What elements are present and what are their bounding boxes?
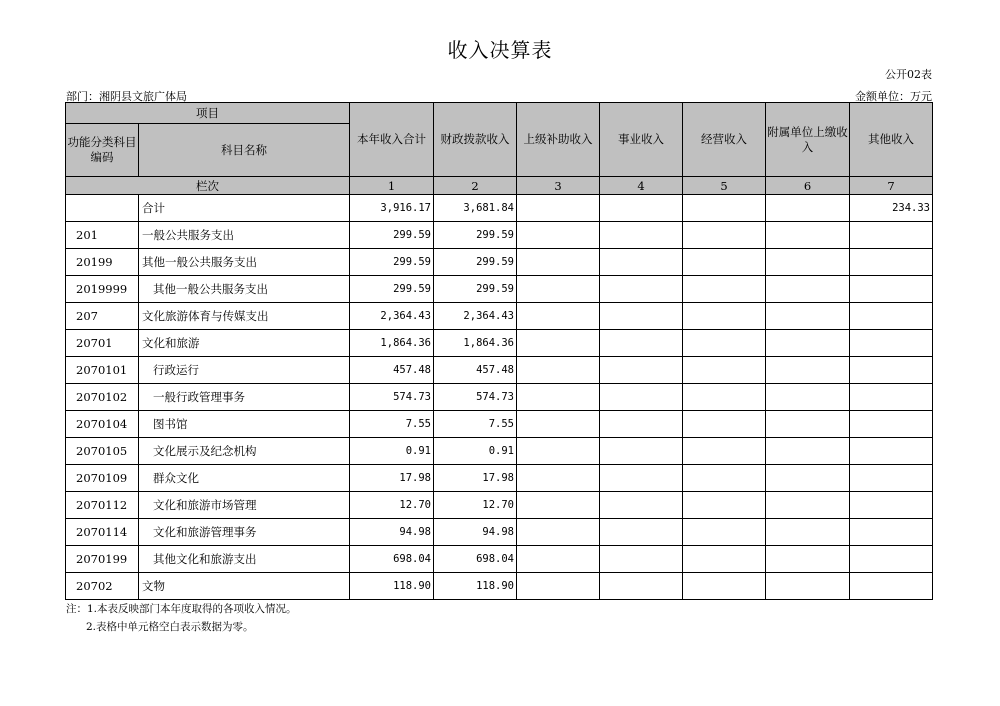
cell-operating xyxy=(683,492,766,519)
cell-affiliate xyxy=(766,330,850,357)
cell-total: 1,864.36 xyxy=(350,330,434,357)
cell-total: 17.98 xyxy=(350,465,434,492)
cell-operating xyxy=(683,357,766,384)
cell-total: 7.55 xyxy=(350,411,434,438)
cell-superior xyxy=(517,519,600,546)
cell-subject-name: 文化旅游体育与传媒支出 xyxy=(139,303,350,330)
cell-business xyxy=(600,492,683,519)
cell-operating xyxy=(683,276,766,303)
cell-business xyxy=(600,276,683,303)
cell-business xyxy=(600,357,683,384)
table-row xyxy=(66,222,933,249)
cell-other xyxy=(850,492,933,519)
cell-superior xyxy=(517,303,600,330)
cell-operating xyxy=(683,195,766,222)
cell-superior xyxy=(517,357,600,384)
cell-subject-name: 其他一般公共服务支出 xyxy=(139,276,350,303)
income-table xyxy=(65,102,933,600)
cell-total: 2,364.43 xyxy=(350,303,434,330)
cell-code: 20199 xyxy=(66,249,139,276)
cell-affiliate xyxy=(766,492,850,519)
cell-other xyxy=(850,465,933,492)
table-row xyxy=(66,303,933,330)
cell-superior xyxy=(517,330,600,357)
cell-business xyxy=(600,438,683,465)
cell-code: 2070109 xyxy=(66,465,139,492)
cell-fiscal: 299.59 xyxy=(434,276,517,303)
cell-other xyxy=(850,303,933,330)
cell-total: 299.59 xyxy=(350,276,434,303)
cell-other xyxy=(850,546,933,573)
cell-operating xyxy=(683,573,766,600)
cell-fiscal: 7.55 xyxy=(434,411,517,438)
cell-total: 12.70 xyxy=(350,492,434,519)
table-row xyxy=(66,384,933,411)
table-row xyxy=(66,492,933,519)
table-row xyxy=(66,546,933,573)
cell-affiliate xyxy=(766,384,850,411)
header-project: 项目 xyxy=(66,103,350,124)
cell-code: 2070104 xyxy=(66,411,139,438)
cell-fiscal: 2,364.43 xyxy=(434,303,517,330)
header-affiliate: 附属单位上缴收入 xyxy=(766,103,850,177)
cell-code: 2070101 xyxy=(66,357,139,384)
cell-affiliate xyxy=(766,411,850,438)
cell-code: 2070114 xyxy=(66,519,139,546)
cell-other xyxy=(850,330,933,357)
cell-business xyxy=(600,222,683,249)
amount-unit-label: 金额单位：万元 xyxy=(855,90,932,103)
header-subject-name: 科目名称 xyxy=(139,124,350,177)
cell-business xyxy=(600,465,683,492)
cell-operating xyxy=(683,222,766,249)
cell-subject-name: 行政运行 xyxy=(139,357,350,384)
table-row xyxy=(66,573,933,600)
cell-subject-name: 文化和旅游市场管理 xyxy=(139,492,350,519)
cell-code: 2070105 xyxy=(66,438,139,465)
cell-subject-name: 文化和旅游管理事务 xyxy=(139,519,350,546)
cell-code: 20701 xyxy=(66,330,139,357)
cell-business xyxy=(600,384,683,411)
cell-fiscal: 299.59 xyxy=(434,222,517,249)
footnote: 2.表格中单元格空白表示数据为零。 xyxy=(86,621,254,633)
cell-other: 234.33 xyxy=(850,195,933,222)
cell-affiliate xyxy=(766,573,850,600)
table-row xyxy=(66,438,933,465)
cell-total: 3,916.17 xyxy=(350,195,434,222)
cell-other xyxy=(850,276,933,303)
cell-affiliate xyxy=(766,519,850,546)
cell-affiliate xyxy=(766,195,850,222)
cell-business xyxy=(600,303,683,330)
cell-subject-name: 其他一般公共服务支出 xyxy=(139,249,350,276)
cell-superior xyxy=(517,546,600,573)
cell-code: 2070112 xyxy=(66,492,139,519)
cell-operating xyxy=(683,438,766,465)
cell-total: 94.98 xyxy=(350,519,434,546)
table-row xyxy=(66,195,933,222)
cell-operating xyxy=(683,303,766,330)
column-number: 5 xyxy=(683,177,766,195)
table-row xyxy=(66,357,933,384)
cell-affiliate xyxy=(766,546,850,573)
table-row xyxy=(66,411,933,438)
cell-superior xyxy=(517,384,600,411)
cell-total: 299.59 xyxy=(350,222,434,249)
cell-total: 299.59 xyxy=(350,249,434,276)
cell-other xyxy=(850,222,933,249)
cell-total: 118.90 xyxy=(350,573,434,600)
cell-total: 457.48 xyxy=(350,357,434,384)
cell-superior xyxy=(517,276,600,303)
cell-code xyxy=(66,195,139,222)
cell-fiscal: 17.98 xyxy=(434,465,517,492)
cell-code: 201 xyxy=(66,222,139,249)
cell-fiscal: 94.98 xyxy=(434,519,517,546)
cell-business xyxy=(600,546,683,573)
cell-superior xyxy=(517,438,600,465)
cell-fiscal: 12.70 xyxy=(434,492,517,519)
table-row xyxy=(66,465,933,492)
cell-affiliate xyxy=(766,438,850,465)
cell-total: 698.04 xyxy=(350,546,434,573)
footnotes xyxy=(66,600,297,636)
header-superior: 上级补助收入 xyxy=(517,103,600,177)
cell-fiscal: 574.73 xyxy=(434,384,517,411)
cell-code: 2019999 xyxy=(66,276,139,303)
cell-superior xyxy=(517,195,600,222)
cell-fiscal: 457.48 xyxy=(434,357,517,384)
cell-subject-name: 其他文化和旅游支出 xyxy=(139,546,350,573)
cell-affiliate xyxy=(766,222,850,249)
column-number: 7 xyxy=(850,177,933,195)
cell-subject-name: 一般公共服务支出 xyxy=(139,222,350,249)
table-row xyxy=(66,249,933,276)
cell-subject-name: 合计 xyxy=(139,195,350,222)
department-label: 部门：湘阴县文旅广体局 xyxy=(66,90,187,103)
cell-superior xyxy=(517,465,600,492)
table-row xyxy=(66,276,933,303)
cell-operating xyxy=(683,519,766,546)
cell-code: 2070102 xyxy=(66,384,139,411)
cell-subject-name: 群众文化 xyxy=(139,465,350,492)
header-fiscal: 财政拨款收入 xyxy=(434,103,517,177)
form-number: 公开02表 xyxy=(885,68,932,81)
header-func-code: 功能分类科目编码 xyxy=(66,124,139,177)
cell-fiscal: 118.90 xyxy=(434,573,517,600)
header-other: 其他收入 xyxy=(850,103,933,177)
column-number: 2 xyxy=(434,177,517,195)
cell-operating xyxy=(683,546,766,573)
cell-code: 20702 xyxy=(66,573,139,600)
cell-affiliate xyxy=(766,303,850,330)
cell-business xyxy=(600,249,683,276)
cell-fiscal: 1,864.36 xyxy=(434,330,517,357)
column-number: 4 xyxy=(600,177,683,195)
cell-other xyxy=(850,384,933,411)
table-row xyxy=(66,519,933,546)
cell-other xyxy=(850,573,933,600)
table-row xyxy=(66,330,933,357)
cell-subject-name: 文化展示及纪念机构 xyxy=(139,438,350,465)
cell-operating xyxy=(683,384,766,411)
cell-superior xyxy=(517,222,600,249)
cell-fiscal: 3,681.84 xyxy=(434,195,517,222)
cell-business xyxy=(600,573,683,600)
cell-affiliate xyxy=(766,249,850,276)
cell-subject-name: 文物 xyxy=(139,573,350,600)
cell-superior xyxy=(517,492,600,519)
cell-operating xyxy=(683,411,766,438)
column-number: 3 xyxy=(517,177,600,195)
cell-business xyxy=(600,519,683,546)
header-total: 本年收入合计 xyxy=(350,103,434,177)
cell-subject-name: 文化和旅游 xyxy=(139,330,350,357)
cell-business xyxy=(600,195,683,222)
footnote: 注：1.本表反映部门本年度取得的各项收入情况。 xyxy=(66,603,297,615)
cell-affiliate xyxy=(766,276,850,303)
cell-superior xyxy=(517,411,600,438)
cell-operating xyxy=(683,465,766,492)
cell-other xyxy=(850,438,933,465)
cell-fiscal: 299.59 xyxy=(434,249,517,276)
cell-other xyxy=(850,411,933,438)
cell-other xyxy=(850,249,933,276)
cell-subject-name: 图书馆 xyxy=(139,411,350,438)
cell-superior xyxy=(517,573,600,600)
column-number: 1 xyxy=(350,177,434,195)
cell-fiscal: 0.91 xyxy=(434,438,517,465)
cell-total: 0.91 xyxy=(350,438,434,465)
cell-affiliate xyxy=(766,357,850,384)
cell-fiscal: 698.04 xyxy=(434,546,517,573)
cell-business xyxy=(600,330,683,357)
cell-code: 2070199 xyxy=(66,546,139,573)
cell-operating xyxy=(683,249,766,276)
header-column-index: 栏次 xyxy=(66,177,350,195)
cell-superior xyxy=(517,249,600,276)
cell-code: 207 xyxy=(66,303,139,330)
cell-business xyxy=(600,411,683,438)
header-business: 事业收入 xyxy=(600,103,683,177)
cell-other xyxy=(850,357,933,384)
cell-affiliate xyxy=(766,465,850,492)
header-operating: 经营收入 xyxy=(683,103,766,177)
cell-subject-name: 一般行政管理事务 xyxy=(139,384,350,411)
cell-operating xyxy=(683,330,766,357)
cell-total: 574.73 xyxy=(350,384,434,411)
page-title: 收入决算表 xyxy=(447,38,553,62)
column-number: 6 xyxy=(766,177,850,195)
cell-other xyxy=(850,519,933,546)
